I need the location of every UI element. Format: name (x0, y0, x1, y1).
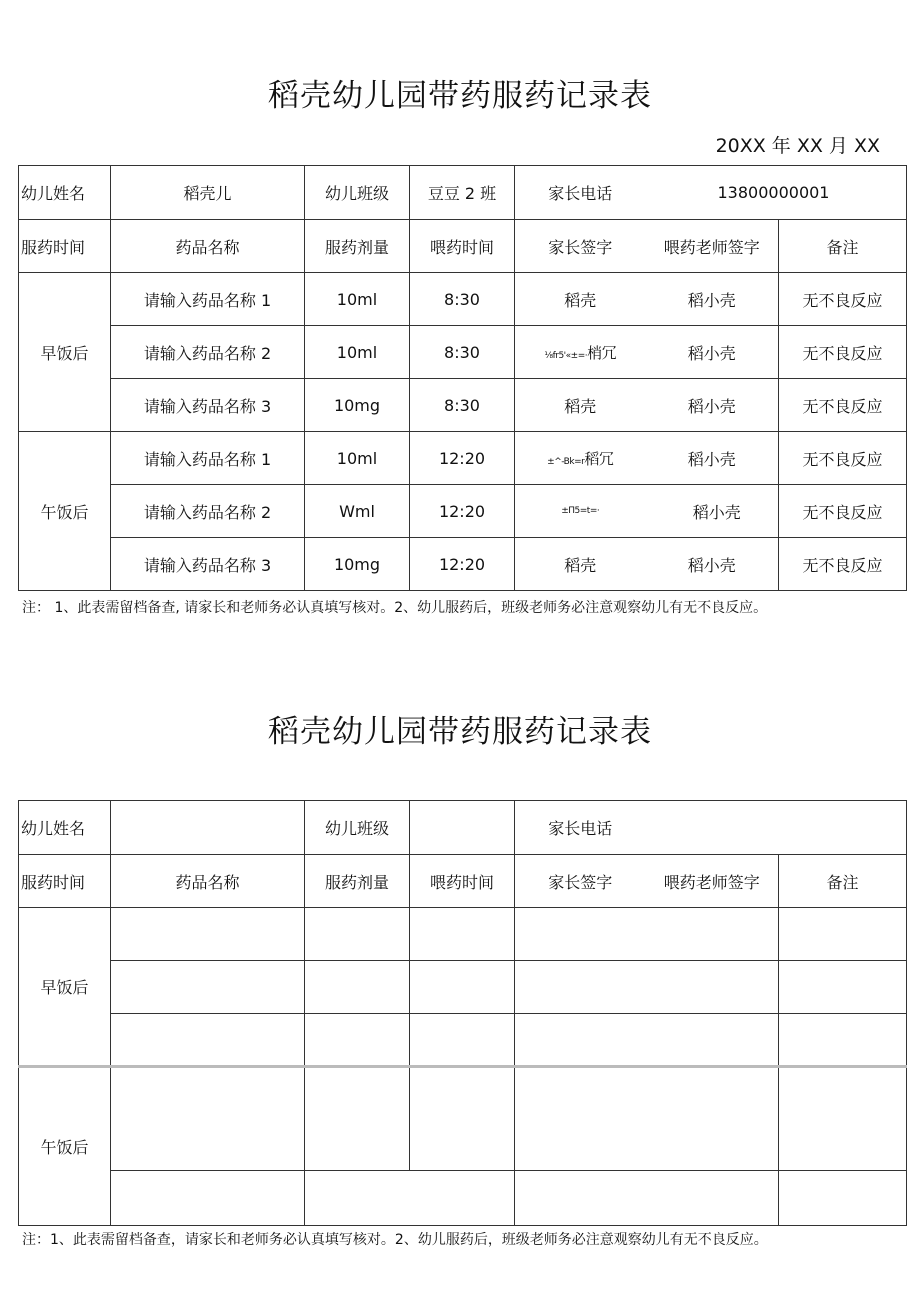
teacher-sign-label: 喂药老师签字 (646, 220, 779, 273)
teacher-sign-input[interactable] (646, 961, 779, 1014)
parent-sign-label: 家长签字 (515, 855, 646, 908)
group-label-lunch: 午饭后 (19, 432, 111, 591)
class-value: 豆豆 2 班 (410, 166, 515, 220)
teacher-signature: 稻小壳 (646, 379, 779, 432)
dose-input[interactable] (305, 908, 410, 961)
remark-input[interactable] (779, 1067, 907, 1171)
drug-name: 请输入药品名称 2 (111, 326, 305, 379)
dose: 10ml (305, 326, 410, 379)
teacher-sign-input[interactable] (646, 908, 779, 961)
parent-sign-input[interactable] (515, 908, 646, 961)
drug-name-input[interactable] (111, 1067, 305, 1171)
child-name-value: 稻壳儿 (111, 166, 305, 220)
feed-time-input[interactable] (410, 961, 515, 1014)
class-label: 幼儿班级 (305, 801, 410, 855)
form2-header-row-2 (19, 855, 907, 908)
remark-input[interactable] (779, 1171, 907, 1226)
child-name-input[interactable] (111, 801, 305, 855)
dose-label: 服药剂量 (305, 855, 410, 908)
feed-time-input[interactable] (410, 1014, 515, 1067)
parent-signature (515, 485, 646, 538)
drug-name-input[interactable] (111, 908, 305, 961)
teacher-signature: 稻小壳 (646, 538, 779, 591)
table-row (19, 379, 907, 432)
teacher-sign-label: 喂药老师签字 (646, 855, 779, 908)
drug-name-label: 药品名称 (111, 220, 305, 273)
parent-sign-input[interactable] (515, 961, 646, 1014)
table-row (19, 538, 907, 591)
dose: 10ml (305, 432, 410, 485)
drug-name: 请输入药品名称 2 (111, 485, 305, 538)
dose-input[interactable] (305, 1014, 410, 1067)
teacher-sign-input[interactable] (646, 1014, 779, 1067)
table-row (19, 908, 907, 961)
table-row (19, 432, 907, 485)
child-name-label: 幼儿姓名 (19, 166, 111, 220)
parent-sign-input[interactable] (515, 1171, 646, 1226)
remark: 无不良反应 (779, 538, 907, 591)
teacher-signature: 稻小壳 (646, 485, 779, 538)
parent-sign-input[interactable] (515, 1067, 646, 1171)
dose: Wml (305, 485, 410, 538)
table-row (19, 326, 907, 379)
parent-phone-value: 13800000001 (646, 166, 907, 220)
table-row (19, 1171, 907, 1226)
table-row (19, 1067, 907, 1171)
feed-time: 12:20 (410, 432, 515, 485)
teacher-signature: 稻小壳 (646, 273, 779, 326)
feed-time-label: 喂药时间 (410, 855, 515, 908)
form1-header-row-2 (19, 220, 907, 273)
parent-phone-label: 家长电话 (515, 801, 646, 855)
teacher-sign-input[interactable] (646, 1067, 779, 1171)
drug-name: 请输入药品名称 3 (111, 538, 305, 591)
remark: 无不良反应 (779, 273, 907, 326)
remark-input[interactable] (779, 1014, 907, 1067)
table-row (19, 1014, 907, 1067)
table-row (19, 961, 907, 1014)
drug-name: 请输入药品名称 1 (111, 273, 305, 326)
signature-name: 稻冗 (584, 449, 614, 468)
drug-name: 请输入药品名称 3 (111, 379, 305, 432)
teacher-sign-input[interactable] (646, 1171, 779, 1226)
feed-time-input[interactable] (410, 1067, 515, 1171)
class-input[interactable] (410, 801, 515, 855)
child-name-label: 幼儿姓名 (19, 801, 111, 855)
form1-header-row-1 (19, 166, 907, 220)
form1-table (18, 165, 907, 591)
parent-sign-label: 家长签字 (515, 220, 646, 273)
dose-label: 服药剂量 (305, 220, 410, 273)
feed-time: 8:30 (410, 379, 515, 432)
feed-time: 8:30 (410, 326, 515, 379)
signature-name: 梢冗 (587, 343, 617, 362)
dose-input[interactable] (305, 1171, 515, 1226)
dose: 10mg (305, 379, 410, 432)
teacher-signature: 稻小壳 (646, 326, 779, 379)
remark: 无不良反应 (779, 432, 907, 485)
signature-scribble: ±Π5=t=· (561, 506, 600, 516)
group-label-lunch: 午饭后 (19, 1067, 111, 1226)
remark: 无不良反应 (779, 326, 907, 379)
signature-scribble: ⅛fr5'«±=· (544, 350, 588, 361)
remark-input[interactable] (779, 961, 907, 1014)
dose: 10ml (305, 273, 410, 326)
feed-time-input[interactable] (410, 908, 515, 961)
remark-label: 备注 (779, 855, 907, 908)
parent-signature (515, 432, 646, 485)
signature-scribble: ±^-Bk=r (547, 456, 585, 467)
time-label: 服药时间 (19, 220, 111, 273)
drug-name-input[interactable] (111, 1171, 305, 1226)
table-row (19, 273, 907, 326)
parent-signature: 稻壳 (515, 379, 646, 432)
feed-time: 12:20 (410, 485, 515, 538)
dose: 10mg (305, 538, 410, 591)
parent-phone-input[interactable] (646, 801, 907, 855)
form1-date: 20XX 年 XX 月 XX (715, 135, 880, 157)
form2-table (18, 800, 907, 1226)
remark-input[interactable] (779, 908, 907, 961)
group-label-breakfast: 早饭后 (19, 908, 111, 1067)
teacher-signature: 稻小壳 (646, 432, 779, 485)
form1-title: 稻壳幼儿园带药服药记录表 (268, 78, 652, 114)
class-label: 幼儿班级 (305, 166, 410, 220)
drug-name-input[interactable] (111, 961, 305, 1014)
feed-time-label: 喂药时间 (410, 220, 515, 273)
form2-note: 注：1、此表需留档备查，请家长和老师务必认真填写核对。2、幼儿服药后，班级老师务必注意观察幼儿有无不良反应。 (22, 1232, 768, 1248)
form1-note: 注： 1、此表需留档备查, 请家长和老师务必认真填写核对。2、幼儿服药后，班级老师务必注意观察幼儿有无不良反应。 (22, 600, 768, 616)
parent-signature (515, 326, 646, 379)
drug-name: 请输入药品名称 1 (111, 432, 305, 485)
group-label-breakfast: 早饭后 (19, 273, 111, 432)
time-label: 服药时间 (19, 855, 111, 908)
drug-name-input[interactable] (111, 1014, 305, 1067)
dose-input[interactable] (305, 961, 410, 1014)
feed-time: 8:30 (410, 273, 515, 326)
remark-label: 备注 (779, 220, 907, 273)
remark: 无不良反应 (779, 485, 907, 538)
parent-signature: 稻壳 (515, 273, 646, 326)
parent-signature: 稻壳 (515, 538, 646, 591)
drug-name-label: 药品名称 (111, 855, 305, 908)
parent-sign-input[interactable] (515, 1014, 646, 1067)
dose-input[interactable] (305, 1067, 410, 1171)
parent-phone-label: 家长电话 (515, 166, 646, 220)
feed-time: 12:20 (410, 538, 515, 591)
remark: 无不良反应 (779, 379, 907, 432)
form2-title: 稻壳幼儿园带药服药记录表 (268, 714, 652, 750)
form2-header-row-1 (19, 801, 907, 855)
table-row (19, 485, 907, 538)
